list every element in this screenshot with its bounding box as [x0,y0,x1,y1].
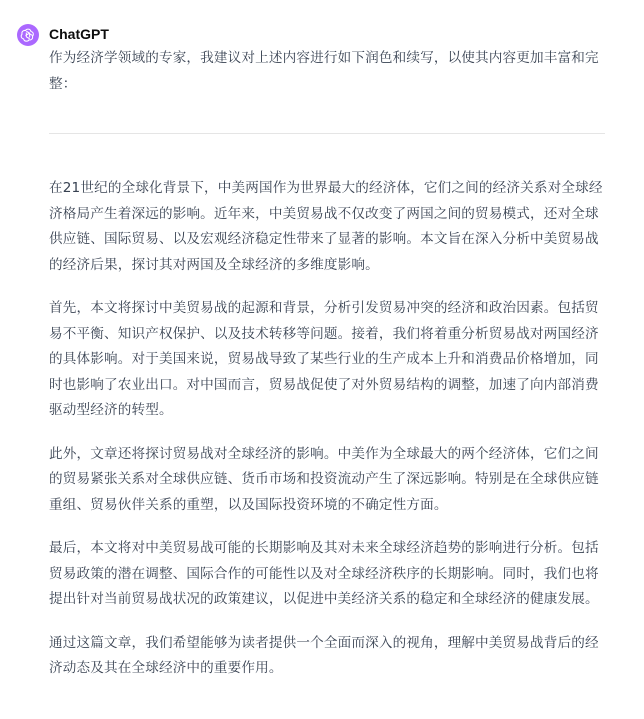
divider [49,133,605,134]
openai-logo-icon [20,27,36,43]
paragraph-1: 在21世纪的全球化背景下，中美两国作为世界最大的经济体，它们之间的经济关系对全球经济格局产生着深远的影响。近年来，中美贸易战不仅改变了两国之间的贸易模式，还对全球供应链、国际贸易、以及宏观经济稳定性带来了显著的影响。本文旨在深入分析中美贸易战的经济后果，探讨其对两国及全球经济的多维度影响。 [49,180,603,273]
paragraph-2: 首先，本文将探讨中美贸易战的起源和背景，分析引发贸易冲突的经济和政治因素。包括贸易不平衡、知识产权保护、以及技术转移等问题。接着，我们将着重分析贸易战对两国经济的具体影响。对于美国来说，贸易战导致了某些行业的生产成本上升和消费品价格增加，同时也影响了农业出口。对中国而言，贸易战促使了对外贸易结构的调整，加速了向内部消费驱动型经济的转型。 [49,300,599,418]
avatar [17,24,39,46]
paragraph-5: 通过这篇文章，我们希望能够为读者提供一个全面而深入的视角，理解中美贸易战背后的经济动态及其在全球经济中的重要作用。 [49,634,599,676]
intro-paragraph: 作为经济学领域的专家，我建议对上述内容进行如下润色和续写，以使其内容更加丰富和完整： [49,50,599,92]
paragraph-4: 最后，本文将对中美贸易战可能的长期影响及其对未来全球经济趋势的影响进行分析。包括贸易政策的潜在调整、国际合作的可能性以及对全球经济秩序的长期影响。同时，我们也将提出针对当前贸易战状况的政策建议，以促进中美经济关系的稳定和全球经济的健康发展。 [49,540,599,607]
message-content [49,46,605,682]
paragraph-3: 此外，文章还将探讨贸易战对全球经济的影响。中美作为全球最大的两个经济体，它们之间的贸易紧张关系对全球供应链、货币市场和投资流动产生了深远影响。特别是在全球供应链重组、贸易伙伴关系的重塑，以及国际投资环境的不确定性方面。 [49,445,599,513]
message-author: ChatGPT [49,26,109,42]
